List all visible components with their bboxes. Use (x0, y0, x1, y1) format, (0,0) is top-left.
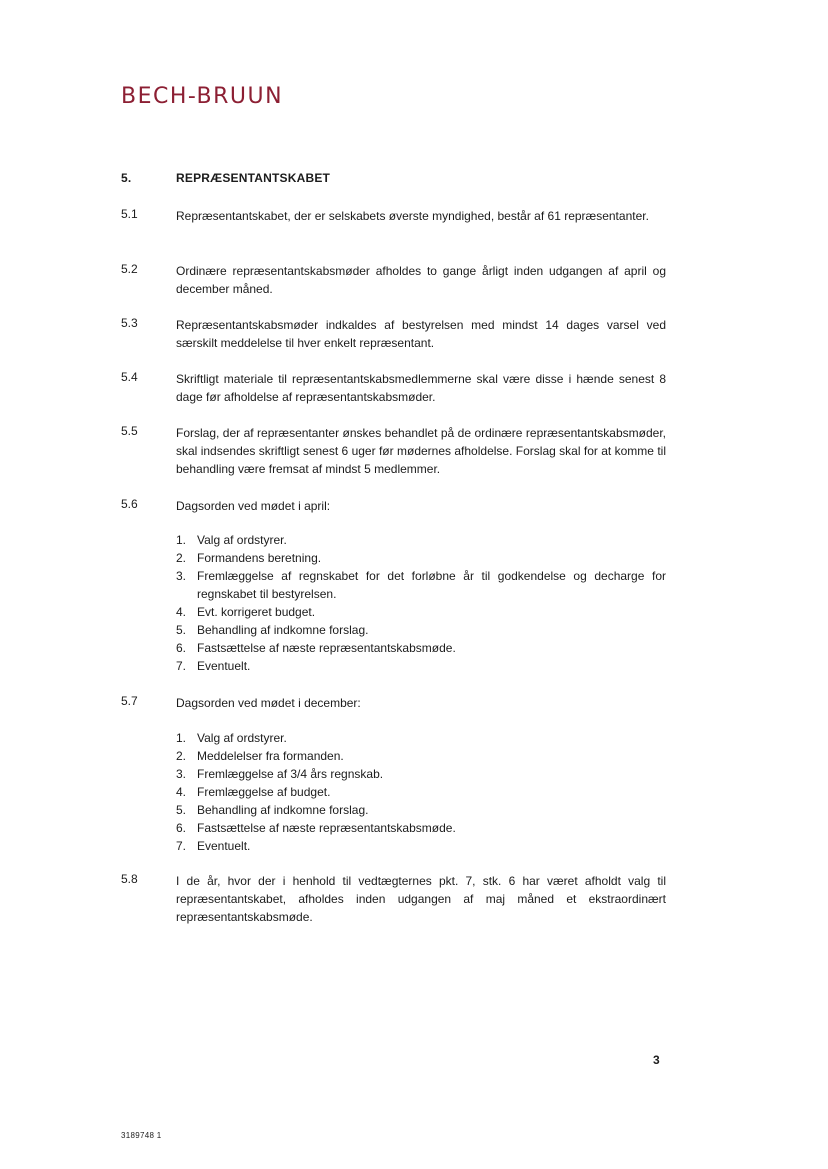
list-item-number: 2. (176, 551, 187, 565)
clause-5-6 (121, 497, 666, 515)
list-item-text: Valg af ordstyrer. (197, 731, 287, 745)
list-item-text: Behandling af indkomne forslag. (197, 803, 369, 817)
clause-5-5 (121, 424, 666, 478)
list-item-text: Behandling af indkomne forslag. (197, 623, 369, 637)
list-item (176, 567, 666, 603)
clause-text: I de år, hvor der i henhold til vedtægternes pkt. 7, stk. 6 har været afholdt valg til repræsentantskabet, afholdes inden udgangen af maj måned et ekstraordinært repræsentantskabsmøde. (176, 874, 666, 924)
section-title: REPRÆSENTANTSKABET (176, 171, 331, 185)
list-item-text: Fremlæggelse af budget. (197, 785, 331, 799)
document-id: 3189748 1 (121, 1131, 162, 1140)
list-item-number: 3. (176, 767, 187, 781)
clause-5-1 (121, 207, 666, 225)
clause-text: Skriftligt materiale til repræsentantskabsmedlemmerne skal være disse i hænde senest 8 dage før afholdelse af repræsentantskabsmøder. (176, 372, 666, 404)
clause-number: 5.8 (121, 872, 138, 886)
list-item (176, 819, 666, 837)
list-item-number: 4. (176, 785, 187, 799)
list-item (176, 783, 666, 801)
company-logo: BECH-BRUUN (121, 84, 284, 109)
list-item (176, 621, 666, 639)
clause-5-7 (121, 694, 666, 712)
list-item (176, 765, 666, 783)
list-item (176, 549, 666, 567)
clause-5-4 (121, 370, 666, 406)
list-item (176, 639, 666, 657)
list-item-number: 3. (176, 569, 187, 583)
list-item-number: 6. (176, 641, 187, 655)
list-item-text: Fremlæggelse af 3/4 års regnskab. (197, 767, 384, 781)
list-item-text: Fastsættelse af næste repræsentantskabsmøde. (197, 641, 456, 655)
clause-5-8 (121, 872, 666, 926)
clause-5-2 (121, 262, 666, 298)
clause-text: Repræsentantskabet, der er selskabets øverste myndighed, består af 61 repræsentanter. (176, 209, 649, 223)
list-item-text: Fremlæggelse af regnskabet for det forløbne år til godkendelse og decharge for regnskabet til bestyrelsen. (197, 569, 666, 601)
list-item-number: 1. (176, 533, 187, 547)
clause-number: 5.4 (121, 370, 138, 384)
clause-number: 5.7 (121, 694, 138, 708)
list-item-number: 1. (176, 731, 187, 745)
list-item-number: 5. (176, 803, 187, 817)
clause-text: Forslag, der af repræsentanter ønskes behandlet på de ordinære repræsentantskabsmøder, skal indsendes skriftligt senest 6 uger før mødernes afholdelse. Forslag skal for at komme til behandling være fremsat af mindst 5 medlemmer. (176, 426, 666, 476)
list-item-text: Eventuelt. (197, 659, 251, 673)
list-item-text: Evt. korrigeret budget. (197, 605, 316, 619)
list-item-number: 7. (176, 839, 187, 853)
list-item-text: Valg af ordstyrer. (197, 533, 287, 547)
list-item (176, 729, 666, 747)
list-item-number: 5. (176, 623, 187, 637)
list-item (176, 837, 666, 855)
list-item-text: Fastsættelse af næste repræsentantskabsmøde. (197, 821, 456, 835)
list-item (176, 747, 666, 765)
clause-5-3 (121, 316, 666, 352)
list-item-number: 6. (176, 821, 187, 835)
list-item (176, 657, 666, 675)
list-item-number: 4. (176, 605, 187, 619)
clause-number: 5.3 (121, 316, 138, 330)
list-item-number: 7. (176, 659, 187, 673)
clause-text: Repræsentantskabsmøder indkaldes af bestyrelsen med mindst 14 dages varsel ved særskilt meddelelse til hver enkelt repræsentant. (176, 318, 666, 350)
list-item-text: Eventuelt. (197, 839, 251, 853)
clause-number: 5.6 (121, 497, 138, 511)
clause-number: 5.2 (121, 262, 138, 276)
section-heading (121, 171, 681, 189)
list-item-text: Formandens beretning. (197, 551, 322, 565)
list-item (176, 801, 666, 819)
agenda-april-list (176, 531, 666, 675)
section-number: 5. (121, 171, 132, 185)
list-item-number: 2. (176, 749, 187, 763)
clause-number: 5.5 (121, 424, 138, 438)
list-item (176, 531, 666, 549)
clause-text: Ordinære repræsentantskabsmøder afholdes to gange årligt inden udgangen af april og december måned. (176, 264, 666, 296)
clause-text: Dagsorden ved mødet i april: (176, 499, 331, 513)
list-item-text: Meddelelser fra formanden. (197, 749, 344, 763)
agenda-december-list (176, 729, 666, 855)
clause-text: Dagsorden ved mødet i december: (176, 696, 361, 710)
clause-number: 5.1 (121, 207, 138, 221)
page-number: 3 (653, 1053, 660, 1067)
list-item (176, 603, 666, 621)
